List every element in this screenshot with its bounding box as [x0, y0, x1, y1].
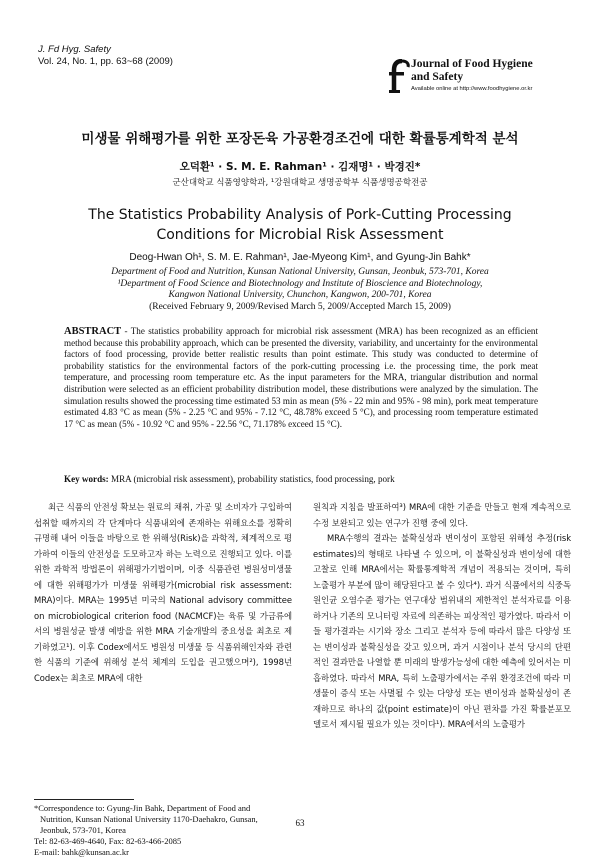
- corr-line5: E-mail: bahk@kunsan.ac.kr: [34, 847, 129, 857]
- keywords: [64, 474, 538, 484]
- journal-name-line1: Journal of Food Hygiene: [411, 58, 533, 70]
- body-paragraph: MRA수행의 결과는 불확실성과 변이성이 포함된 위해성 추정(risk estimates)의 형태로 나타낼 수 있으며, 이 불확실성과 변이성에 대한 고찰로 인해 MRA에서는 확률통계학적 개념이 적용되는 것이며, 특히 노출평가 부분에 많이 해당된다고 볼 수 있다⁴). 과거 식품에서의 식중독 원인균 오염수준 평가는 연구대상 범위내의 제한적인 분석자료를 이용하거나 기존의 모니터링 자료에 의존하는 피상적인 평가였다. 따라서 이들 평가결과는 시기와 장소 그리고 분석자 등에 따라서 많은 다양성 또는 변이성과 불확실성을 갖고 있으며, 과거 시점이나 분석 당시의 단편적인 결과만을 나열할 뿐 미래의 발생가능성에 대한 예측에 있어서는 미흡하였다. 따라서 MRA, 특히 노출평가에서는 주위 환경조건에 따라 미생물이 증식 또는 사멸될 수 있는 다양성 또는 변이성과 불확실성이 존재하므로 하나의 값(point estimate)이 아닌 편차를 가진 확률분포모델로서 제시될 필요가 있는 것이다¹). MRA에서의 노출평가: [313, 533, 571, 729]
- journal-url: Available online at http://www.foodhygiene.or.kr: [411, 86, 533, 92]
- body-left-column: [34, 500, 292, 686]
- journal-abbrev: J. Fd Hyg. Safety: [38, 44, 111, 55]
- received-dates: (Received February 9, 2009/Revised March 5, 2009/Accepted March 15, 2009): [149, 302, 451, 313]
- english-title-line1: The Statistics Probability Analysis of Pork-Cutting Processing: [88, 207, 512, 223]
- english-title-line2: Conditions for Microbial Risk Assessment: [156, 227, 444, 243]
- english-authors: Deog-Hwan Oh¹, S. M. E. Rahman¹, Jae-Myeong Kim¹, and Gyung-Jin Bahk*: [129, 252, 471, 263]
- abstract: [64, 326, 538, 430]
- body-right-column: [313, 500, 571, 733]
- body-paragraph: 원칙과 지침을 발표하여³) MRA에 대한 기준을 만들고 현재 계속적으로 수정 보완되고 있는 연구가 진행 중에 있다.: [313, 502, 571, 528]
- correspondence-footnote: [34, 803, 294, 858]
- corr-line4: Tel: 82-63-469-4640, Fax: 82-63-466-2085: [34, 836, 182, 846]
- corr-line2: Nutrition, Kunsan National University 1170-Daehakro, Gunsan,: [40, 814, 258, 824]
- affil-line2: ¹Department of Food Science and Biotechnology and Institute of Bioscience and Biotechnology,: [117, 278, 483, 289]
- affil-line3: Kangwon National University, Chunchon, Kangwon, 200-701, Korea: [168, 290, 432, 301]
- page-number: 63: [295, 818, 305, 828]
- volume-info: Vol. 24, No. 1, pp. 63~68 (2009): [38, 56, 173, 67]
- english-title: [60, 205, 540, 245]
- korean-affiliations: 군산대학교 식품영양학과, ¹강원대학교 생명공학부 식품생명공학전공: [172, 178, 428, 188]
- affil-line1: Department of Food and Nutrition, Kunsan National University, Gunsan, Jeonbuk, 573-701, Korea: [111, 267, 489, 277]
- korean-title: 미생물 위해평가를 위한 포장돈육 가공환경조건에 대한 확률통계학적 분석: [81, 131, 519, 147]
- korean-authors: 오덕환¹ · S. M. E. Rahman¹ · 김재명¹ · 박경진*: [179, 161, 421, 173]
- keywords-label: Key words:: [64, 474, 109, 484]
- journal-citation: [38, 44, 173, 68]
- journal-masthead: [411, 58, 533, 92]
- footnote-divider: [34, 799, 134, 800]
- corr-line3: Jeonbuk, 573-701, Korea: [40, 825, 126, 835]
- abstract-text: - The statistics probability approach for microbial risk assessment (MRA) has been recognized as an efficient method because this probability approach, which can be presented the diversity, variability, and uncertainty for the environmental factors of food processing, provide better realistic results than point estimate. This study was conducted to determine of probability statistics for the environmental factors of the pork-cutting processing i.e. the processing time, the pork meat temperature, and processing room temperature etc. As the input parameters for the MRA, triangular distribution and normal distribution were selected as an efficient probability distribution model, these distributions were analyzed by the simulation. The simulation results showed the processing time estimated 53 min as mean (5% - 22 min and 95% - 98 min), pork meat temperature estimated 4.83 °C as mean (5% - 2.25 °C and 95% - 7.12 °C, 48.78% exceed 5 °C), and processing room temperature estimated 17 °C as mean (5% - 10.92 °C and 95% - 22.56 °C, 71.178% exceed 15 °C).: [64, 326, 538, 429]
- body-paragraph: 최근 식품의 안전성 확보는 원료의 채취, 가공 및 소비자가 구입하여 섭취할 때까지의 각 단계마다 식품내외에 존재하는 위해요소를 정확히 규명해 내어 이들을 바탕으로 한 위해성(Risk)을 과학적, 체계적으로 평가하여 이들의 안전성을 도모하고자 하는 노력으로 진행되고 있다. 이를 위한 과학적 방법론이 위해평가기법이며, 이중 식품관련 병원성미생물에 대한 위해평가가 미생물 위해평가(microbial risk assessment: MRA)이다. MRA는 1995년 미국의 National advisory committee on microbiological criterion food (NACMCF)는 육류 및 가금류에서의 병원성균 발생 예방을 위한 MRA 기술개발의 중요성을 최초로 제기하였고¹). 이후 Codex에서도 병원성 미생물 등 식품위해인자와 관련한 식품의 기준에 위해성 분석 체계의 도입을 권고했으며²), 1998년 Codex는 최초로 MRA에 대한: [34, 502, 292, 683]
- keywords-text: MRA (microbial risk assessment), probability statistics, food processing, pork: [108, 474, 395, 484]
- corr-line1: *Correspondence to: Gyung-Jin Bahk, Department of Food and: [34, 803, 251, 813]
- journal-f-logo-icon: [388, 59, 412, 95]
- english-affiliations: [20, 267, 580, 314]
- journal-name-line2: and Safety: [411, 71, 464, 83]
- abstract-label: ABSTRACT: [64, 326, 122, 337]
